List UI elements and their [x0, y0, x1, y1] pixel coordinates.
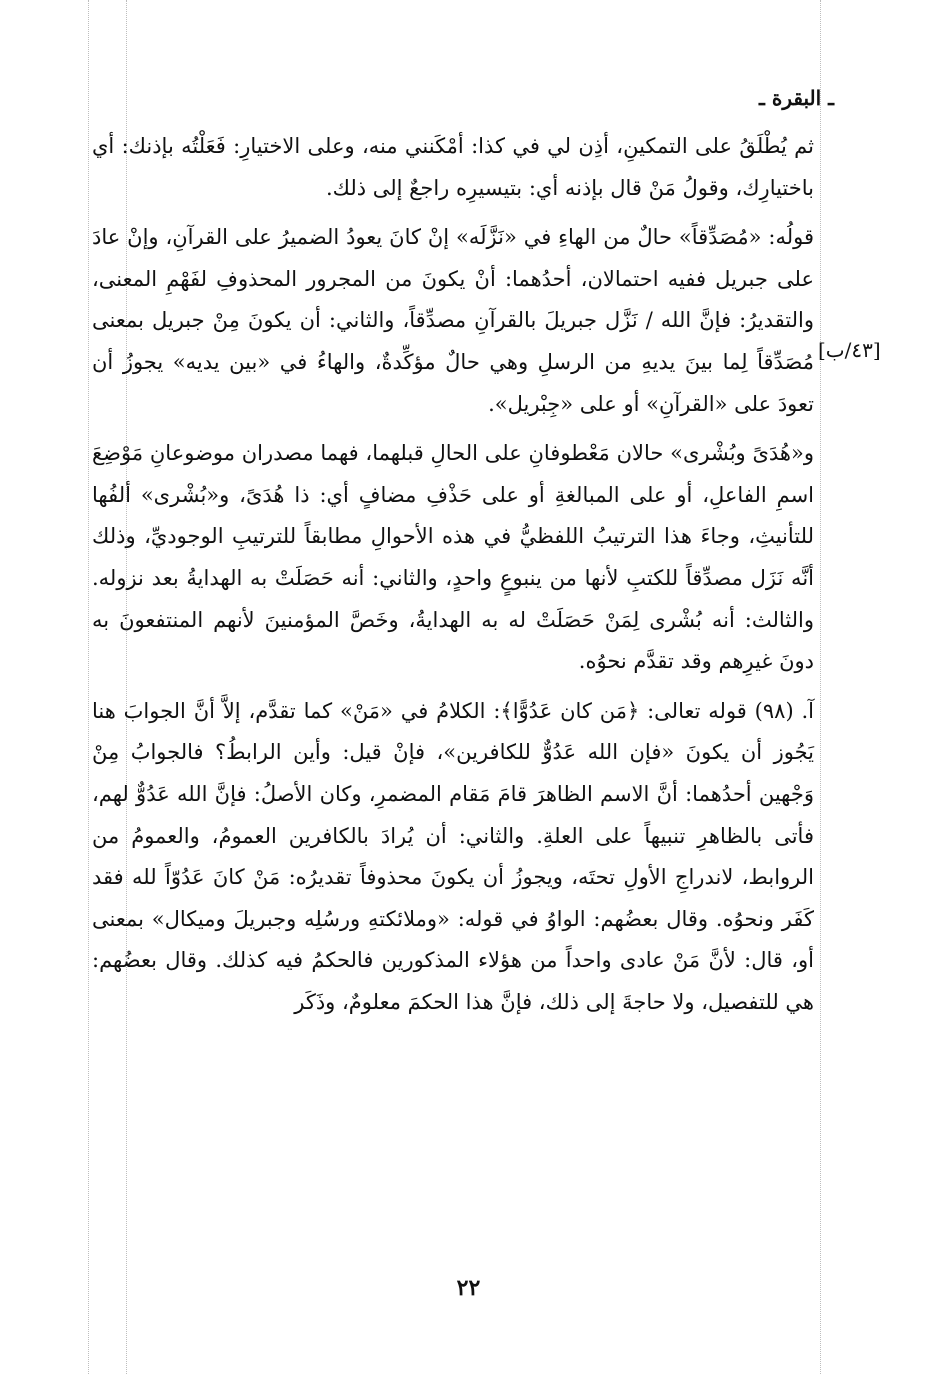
paragraph-3: و«هُدَىً وبُشْرى» حالان مَعْطوفانِ على الحالِ قبلهما، فهما مصدران موضوعانِ مَوْضِعَ اسمِ الفاعلِ، أو على المبالغةِ أو على حَذْفِ مضافٍ أي: ذا هُدَىً، و«بُشْرى» ألفُها للتأنيثِ، وجاءَ هذا الترتيبُ اللفظيُّ في هذه الأحوالِ مطابقاً للترتيبِ الوجوديِّ، وذلك أنَّه نَزَل مصدِّقاً للكتبِ لأنها من ينبوعٍ واحدٍ، والثاني: أنه حَصَلَتْ به الهدايةُ بعد نزوله. والثالث: أنه بُشْرى لِمَنْ حَصَلَتْ له به الهدايةُ، وخَصَّ المؤمنينَ لأنهم المنتفعونَ به دونَ غيرِهم وقد تقدَّم نحوُه.: [92, 441, 814, 674]
paragraph-1: ثم يُطْلَقُ على التمكينِ، أذِن لي في كذا: أمْكَنني منه، وعلى الاختيارِ: فَعَلْتُه بإذنك: أي باختيارِك، وقولُ مَنْ قال بإذنه أي: بتيسيرِه راجعٌ إلى ذلك.: [92, 134, 814, 200]
paragraph-2: قولُه: «مُصَدِّقاً» حالٌ من الهاءِ في «نَزَّلَه» إنْ كانَ يعودُ الضميرُ على القرآنِ، وإنْ عادَ على جبريل ففيه احتمالان، أحدُهما: أنْ يكونَ من المجرور المحذوفِ لفَهْمِ المعنى، والتقديرُ: فإنَّ الله / نَزَّل جبريلَ بالقرآنِ مصدِّقاً، والثاني: أن يكونَ مِنْ جبريل بمعنى مُصَدِّقاً لِما بينَ يديهِ من الرسلِ وهي حالٌ مؤكِّدةٌ، والهاءُ في «بين يديه» يجوزُ أن تعودَ على «القرآنِ» أو على «جِبْريل».: [92, 225, 814, 416]
margin-guide-left: [88, 0, 89, 1374]
manuscript-folio-marker: [٤٣/ب]: [818, 338, 881, 362]
margin-guide-right: [820, 0, 821, 1374]
running-header: ـ البقرة ـ: [759, 86, 834, 110]
page-body: [92, 126, 814, 1023]
page-number: ٢٢: [456, 1275, 481, 1301]
paragraph-4: آ. (٩٨) قوله تعالى: ﴿مَن كان عَدُوًّا﴾: الكلامُ في «مَنْ» كما تقدَّم، إلاَّ أنَّ الجوابَ هنا يَجُوز أن يكونَ «فإن الله عَدُوٌّ للكافرين»، فإنْ قيل: وأين الرابطُ؟ فالجوابُ مِنْ وَجْهين أحدُهما: أنَّ الاسم الظاهرَ قامَ مَقام المضمرِ، وكان الأصلُ: فإنَّ الله عَدُوٌّ لهم، فأتى بالظاهرِ تنبيهاً على العلةِ. والثاني: أن يُرادَ بالكافرين العمومُ، والعمومُ من الروابط، لاندراجِ الأولِ تحتَه، ويجوزُ أن يكونَ محذوفاً تقديرُه: مَنْ كانَ عَدُوّاً لله فقد كَفَر ونحوُه. وقال بعضُهم: الواوُ في قوله: «وملائكتهِ ورسُلِه وجبريلَ وميكال» بمعنى أو، قال: لأنَّ مَنْ عادى واحداً من هؤلاء المذكورين فالحكمُ فيه كذلك. وقال بعضُهم: هي للتفصيل، ولا حاجةَ إلى ذلك، فإنَّ هذا الحكمَ معلومٌ، وذَكَر: [92, 698, 814, 1014]
